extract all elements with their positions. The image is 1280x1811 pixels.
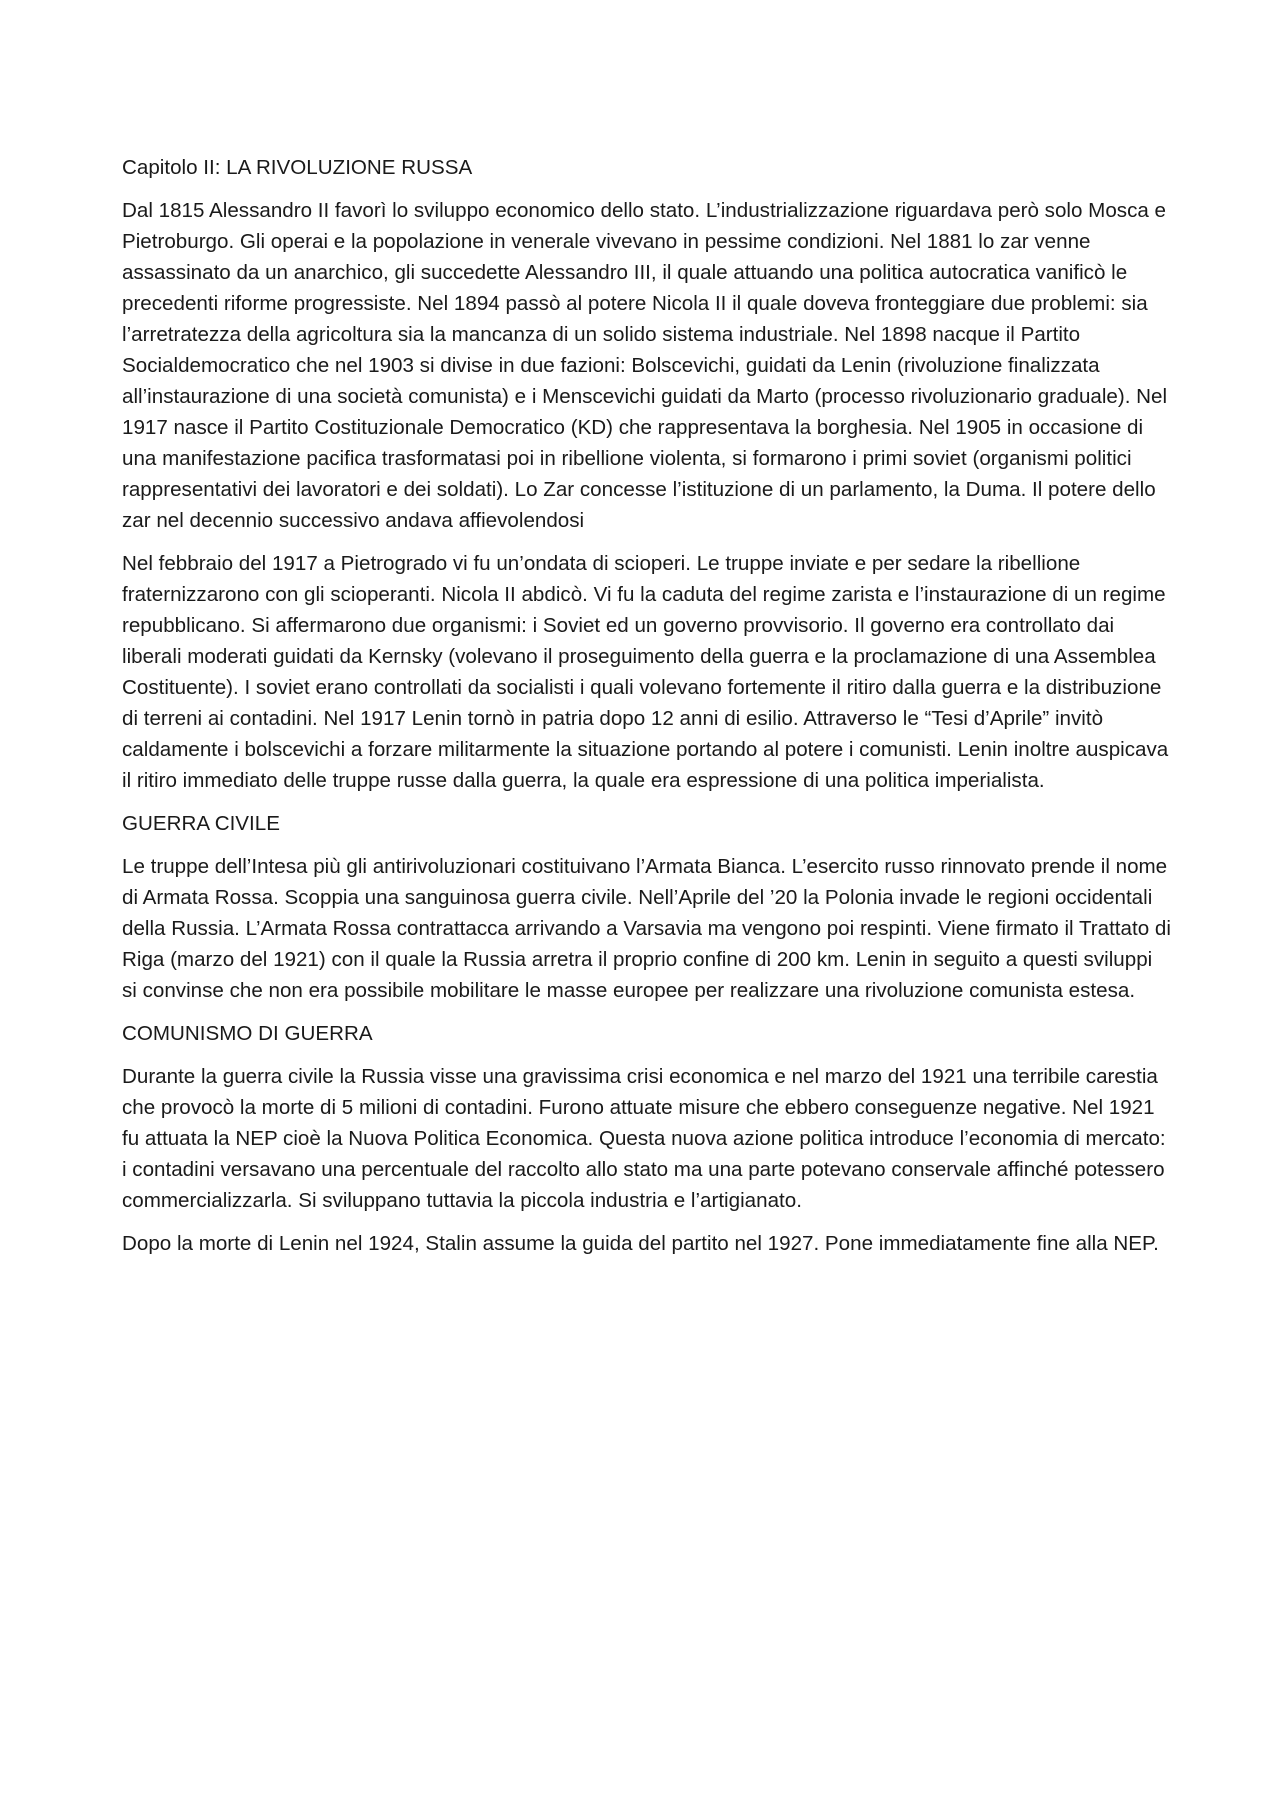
section-heading-civil-war: GUERRA CIVILE (122, 812, 280, 835)
chapter-title: Capitolo II: LA RIVOLUZIONE RUSSA (122, 156, 473, 179)
paragraph-stalin: Dopo la morte di Lenin nel 1924, Stalin assume la guida del partito nel 1927. Pone immediatamente fine alla NEP. (122, 1232, 1159, 1255)
paragraph-intro: Dal 1815 Alessandro II favorì lo sviluppo economico dello stato. L’industrializzazione riguardava però solo Mosca e Pietroburgo. Gli operai e la popolazione in venerale vivevano in pessime condizioni. Nel 1881 lo zar venne assassinato da un anarchico, gli succedette Alessandro III, il quale attuando una politica autocratica vanificò le precedenti riforme progressiste. Nel 1894 passò al potere Nicola II il quale doveva fronteggiare due problemi: sia l’arretratezza della agricoltura sia la mancanza di un solido sistema industriale. Nel 1898 nacque il Partito Socialdemocratico che nel 1903 si divise in due fazioni: Bolscevichi, guidati da Lenin (rivoluzione finalizzata all’instaurazione di una società comunista) e i Menscevichi guidati da Marto (processo rivoluzionario graduale). Nel 1917 nasce il Partito Costituzionale Democratico (KD) che rappresentava la borghesia. Nel 1905 in occasione di una manifestazione pacifica trasformatasi poi in ribellione violenta, si formarono i primi soviet (organismi politici rappresentativi dei lavoratori e dei soldati). Lo Zar concesse l’istituzione di un parlamento, la Duma. Il potere dello zar nel decennio successivo andava affievolendosi (122, 199, 1168, 532)
paragraph-war-communism: Durante la guerra civile la Russia visse una gravissima crisi economica e nel marzo del 1921 una terribile carestia che provocò la morte di 5 milioni di contadini. Furono attuate misure che ebbero conseguenze negative. Nel 1921 fu attuata la NEP cioè la Nuova Politica Economica. Questa nuova azione politica introduce l’economia di mercato: i contadini versavano una percentuale del raccolto allo stato ma una parte potevano conservale affinché potessero commercializzarla. Si sviluppano tuttavia la piccola industria e l’artigianato. (122, 1065, 1166, 1212)
paragraph-civil-war: Le truppe dell’Intesa più gli antirivoluzionari costituivano l’Armata Bianca. L’esercito russo rinnovato prende il nome di Armata Rossa. Scoppia una sanguinosa guerra civile. Nell’Aprile del ’20 la Polonia invade le regioni occidentali della Russia. L’Armata Rossa contrattacca arrivando a Varsavia ma vengono poi respinti. Viene firmato il Trattato di Riga (marzo del 1921) con il quale la Russia arretra il proprio confine di 200 km. Lenin in seguito a questi sviluppi si convinse che non era possibile mobilitare le masse europee per realizzare una rivoluzione comunista estesa. (122, 855, 1171, 1002)
paragraph-february-revolution: Nel febbraio del 1917 a Pietrogrado vi fu un’ondata di scioperi. Le truppe inviate e per sedare la ribellione fraternizzarono con gli scioperanti. Nicola II abdicò. Vi fu la caduta del regime zarista e l’instaurazione di un regime repubblicano. Si affermarono due organismi: i Soviet ed un governo provvisorio. Il governo era controllato dai liberali moderati guidati da Kernsky (volevano il proseguimento della guerra e la proclamazione di una Assemblea Costituente). I soviet erano controllati da socialisti i quali volevano fortemente il ritiro dalla guerra e la distribuzione di terreni ai contadini. Nel 1917 Lenin tornò in patria dopo 12 anni di esilio. Attraverso le “Tesi d’Aprile” invitò caldamente i bolscevichi a forzare militarmente la situazione portando al potere i comunisti. Lenin inoltre auspicava il ritiro immediato delle truppe russe dalla guerra, la quale era espressione di una politica imperialista. (122, 552, 1169, 792)
document-body (122, 152, 1172, 1271)
section-heading-war-communism: COMUNISMO DI GUERRA (122, 1022, 373, 1045)
